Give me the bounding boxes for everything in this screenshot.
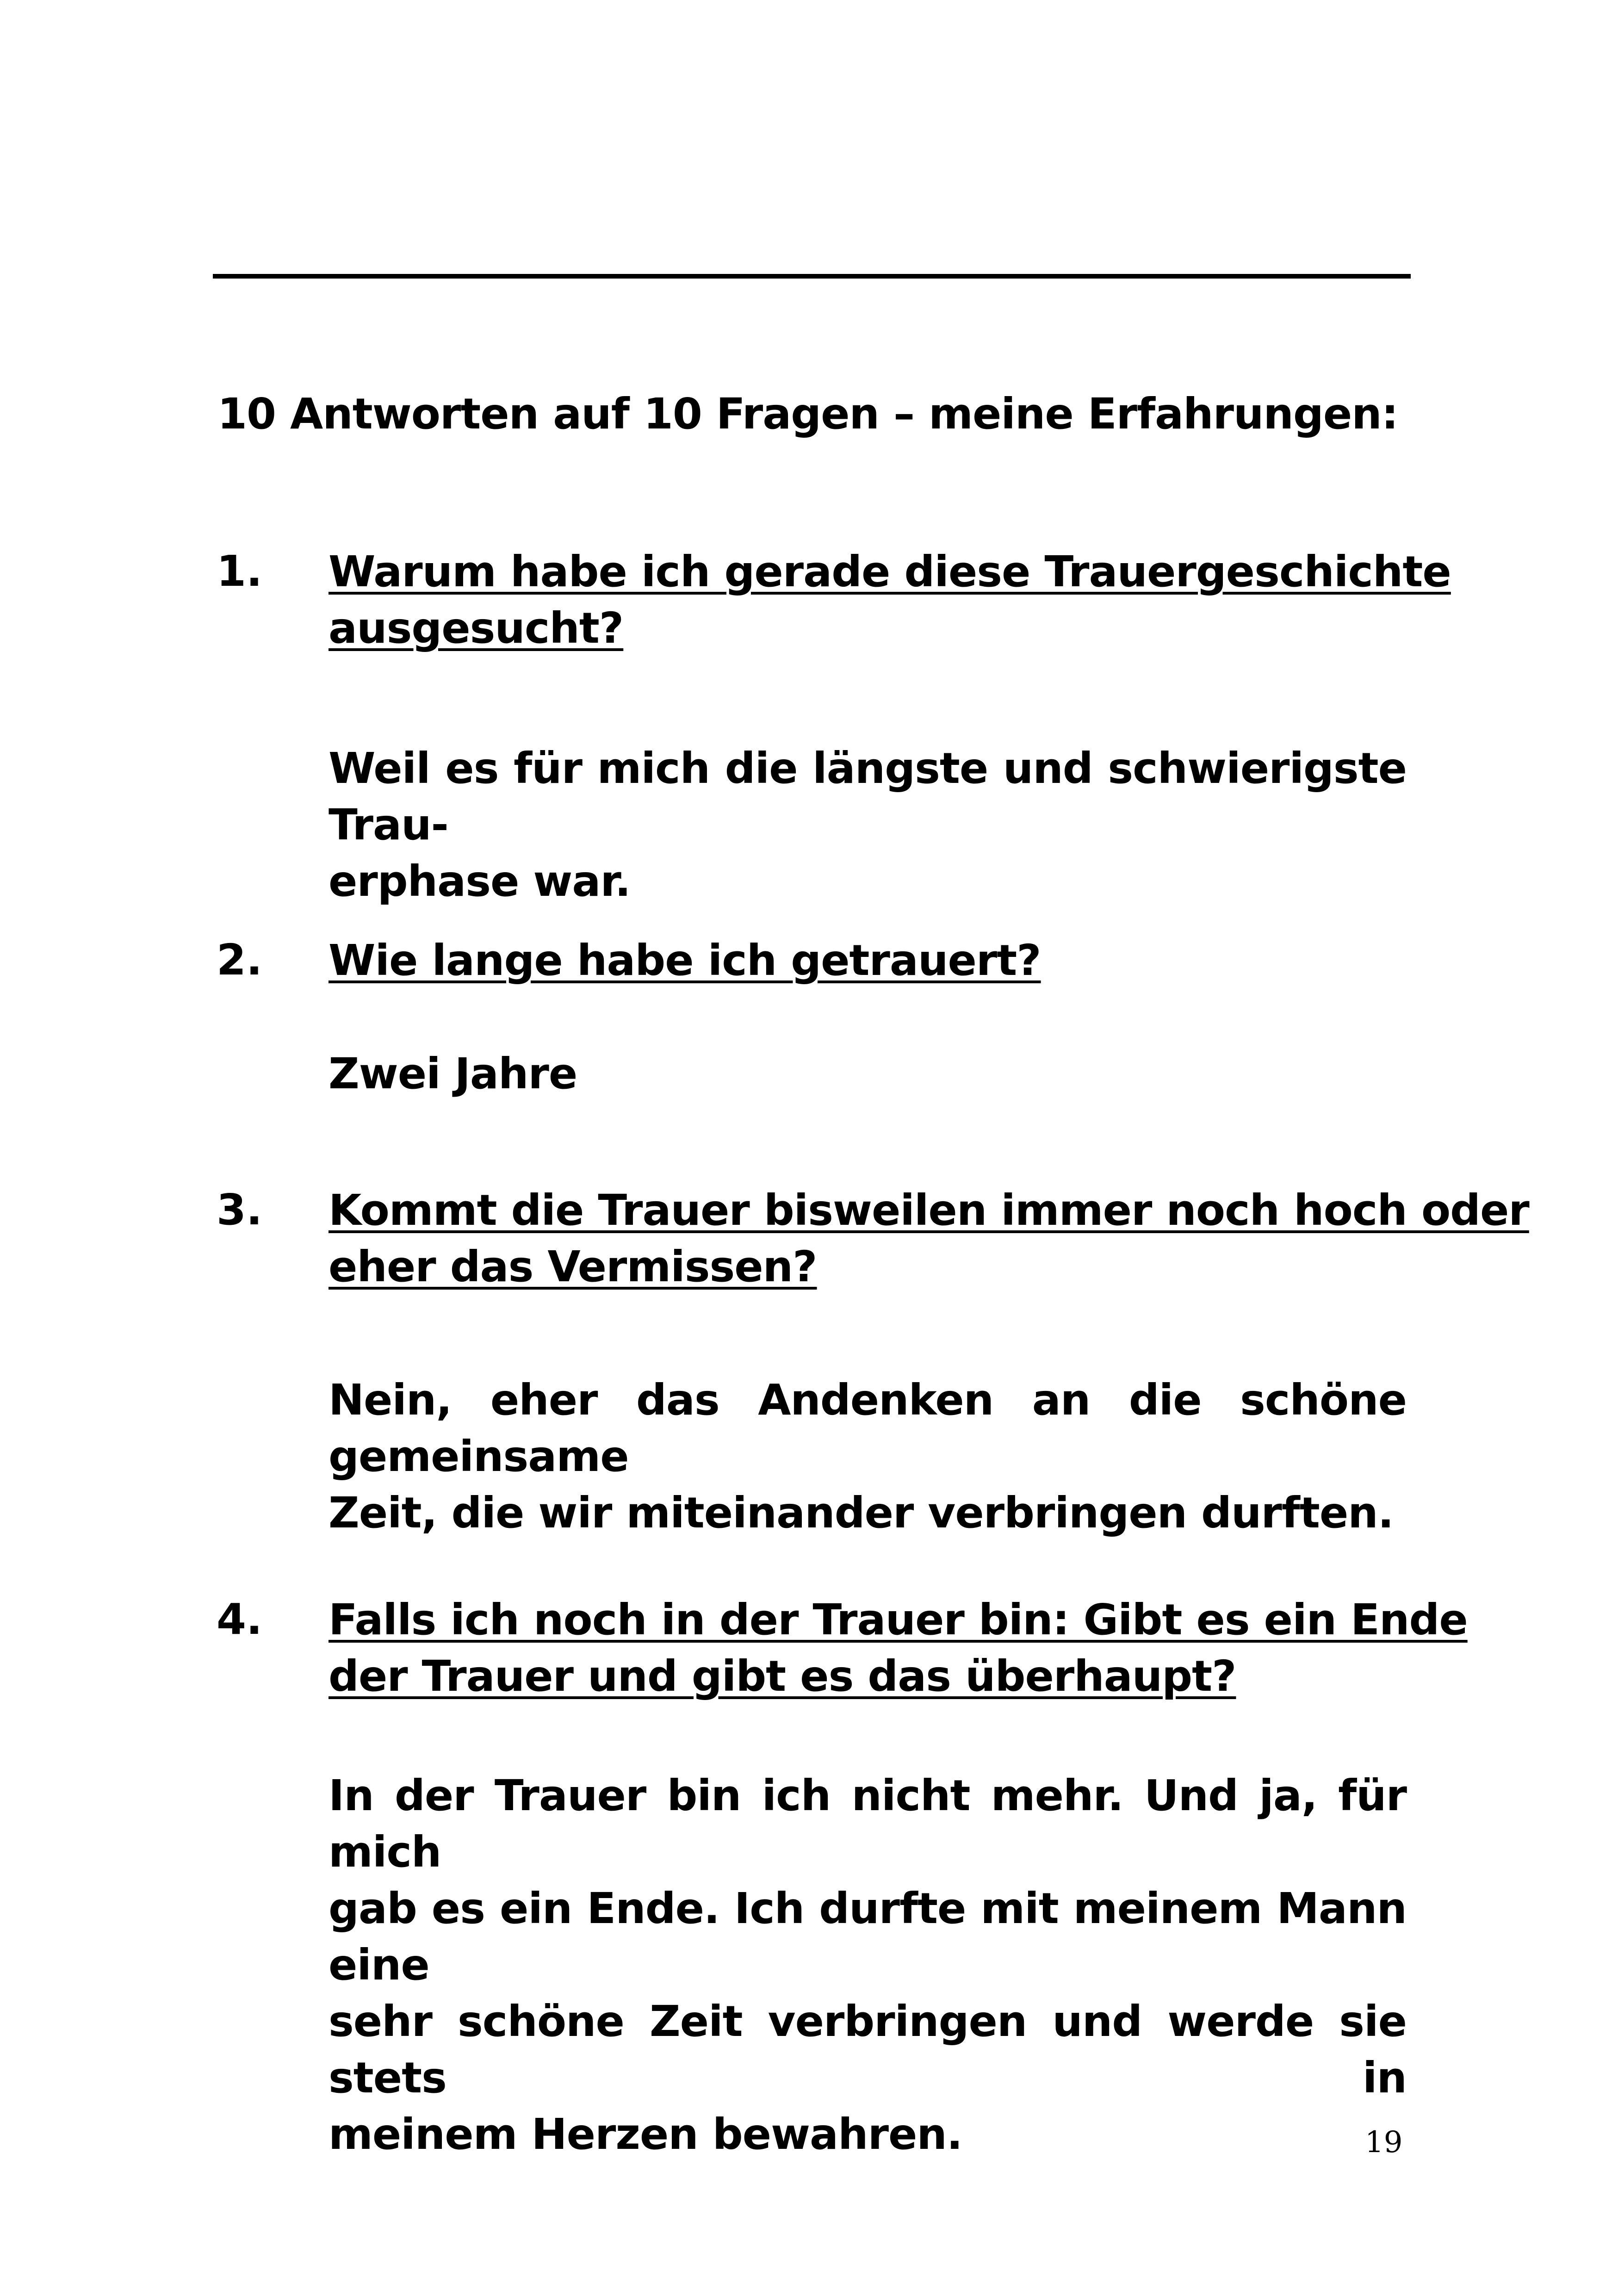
question-3 — [329, 1182, 1529, 1295]
question-number-3: 3. — [217, 1185, 262, 1235]
top-rule — [213, 274, 1411, 279]
question-line: Warum habe ich gerade diese Trauergeschichte — [329, 547, 1451, 596]
question-number-1: 1. — [217, 546, 262, 596]
question-line: Kommt die Trauer bisweilen immer noch hoch oder — [329, 1185, 1529, 1235]
answer-line: sehr schöne Zeit verbringen und werde sie stets in — [329, 1997, 1407, 2103]
answer-line: meinem Herzen bewahren. — [329, 2110, 962, 2159]
answer-line: Zeit, die wir miteinander verbringen durften. — [329, 1488, 1394, 1538]
question-line: der Trauer und gibt es das überhaupt? — [329, 1651, 1236, 1701]
question-number-2: 2. — [217, 935, 262, 985]
question-line: ausgesucht? — [329, 603, 624, 653]
question-2 — [329, 932, 1411, 989]
question-1 — [329, 544, 1451, 657]
answer-2 — [329, 1046, 1407, 1102]
page-number: 19 — [1365, 2125, 1403, 2159]
answer-line: In der Trauer bin ich nicht mehr. Und ja, für mich — [329, 1771, 1407, 1877]
answer-line: gab es ein Ende. Ich durfte mit meinem Mann eine — [329, 1884, 1407, 1990]
question-line: Wie lange habe ich getrauert? — [329, 936, 1041, 985]
answer-line: Weil es für mich die längste und schwierigste Trau- — [329, 744, 1407, 850]
page-title: 10 Antworten auf 10 Fragen – meine Erfahrungen: — [217, 389, 1398, 439]
question-4 — [329, 1592, 1468, 1705]
answer-line: Zwei Jahre — [329, 1049, 577, 1098]
answer-3 — [329, 1372, 1407, 1541]
answer-line: Nein, eher das Andenken an die schöne gemeinsame — [329, 1375, 1407, 1481]
question-number-4: 4. — [217, 1595, 262, 1644]
answer-line: erphase war. — [329, 856, 631, 906]
question-line: Falls ich noch in der Trauer bin: Gibt es ein Ende — [329, 1595, 1468, 1644]
question-line: eher das Vermissen? — [329, 1242, 817, 1291]
answer-1 — [329, 740, 1407, 910]
answer-4 — [329, 1768, 1407, 2163]
